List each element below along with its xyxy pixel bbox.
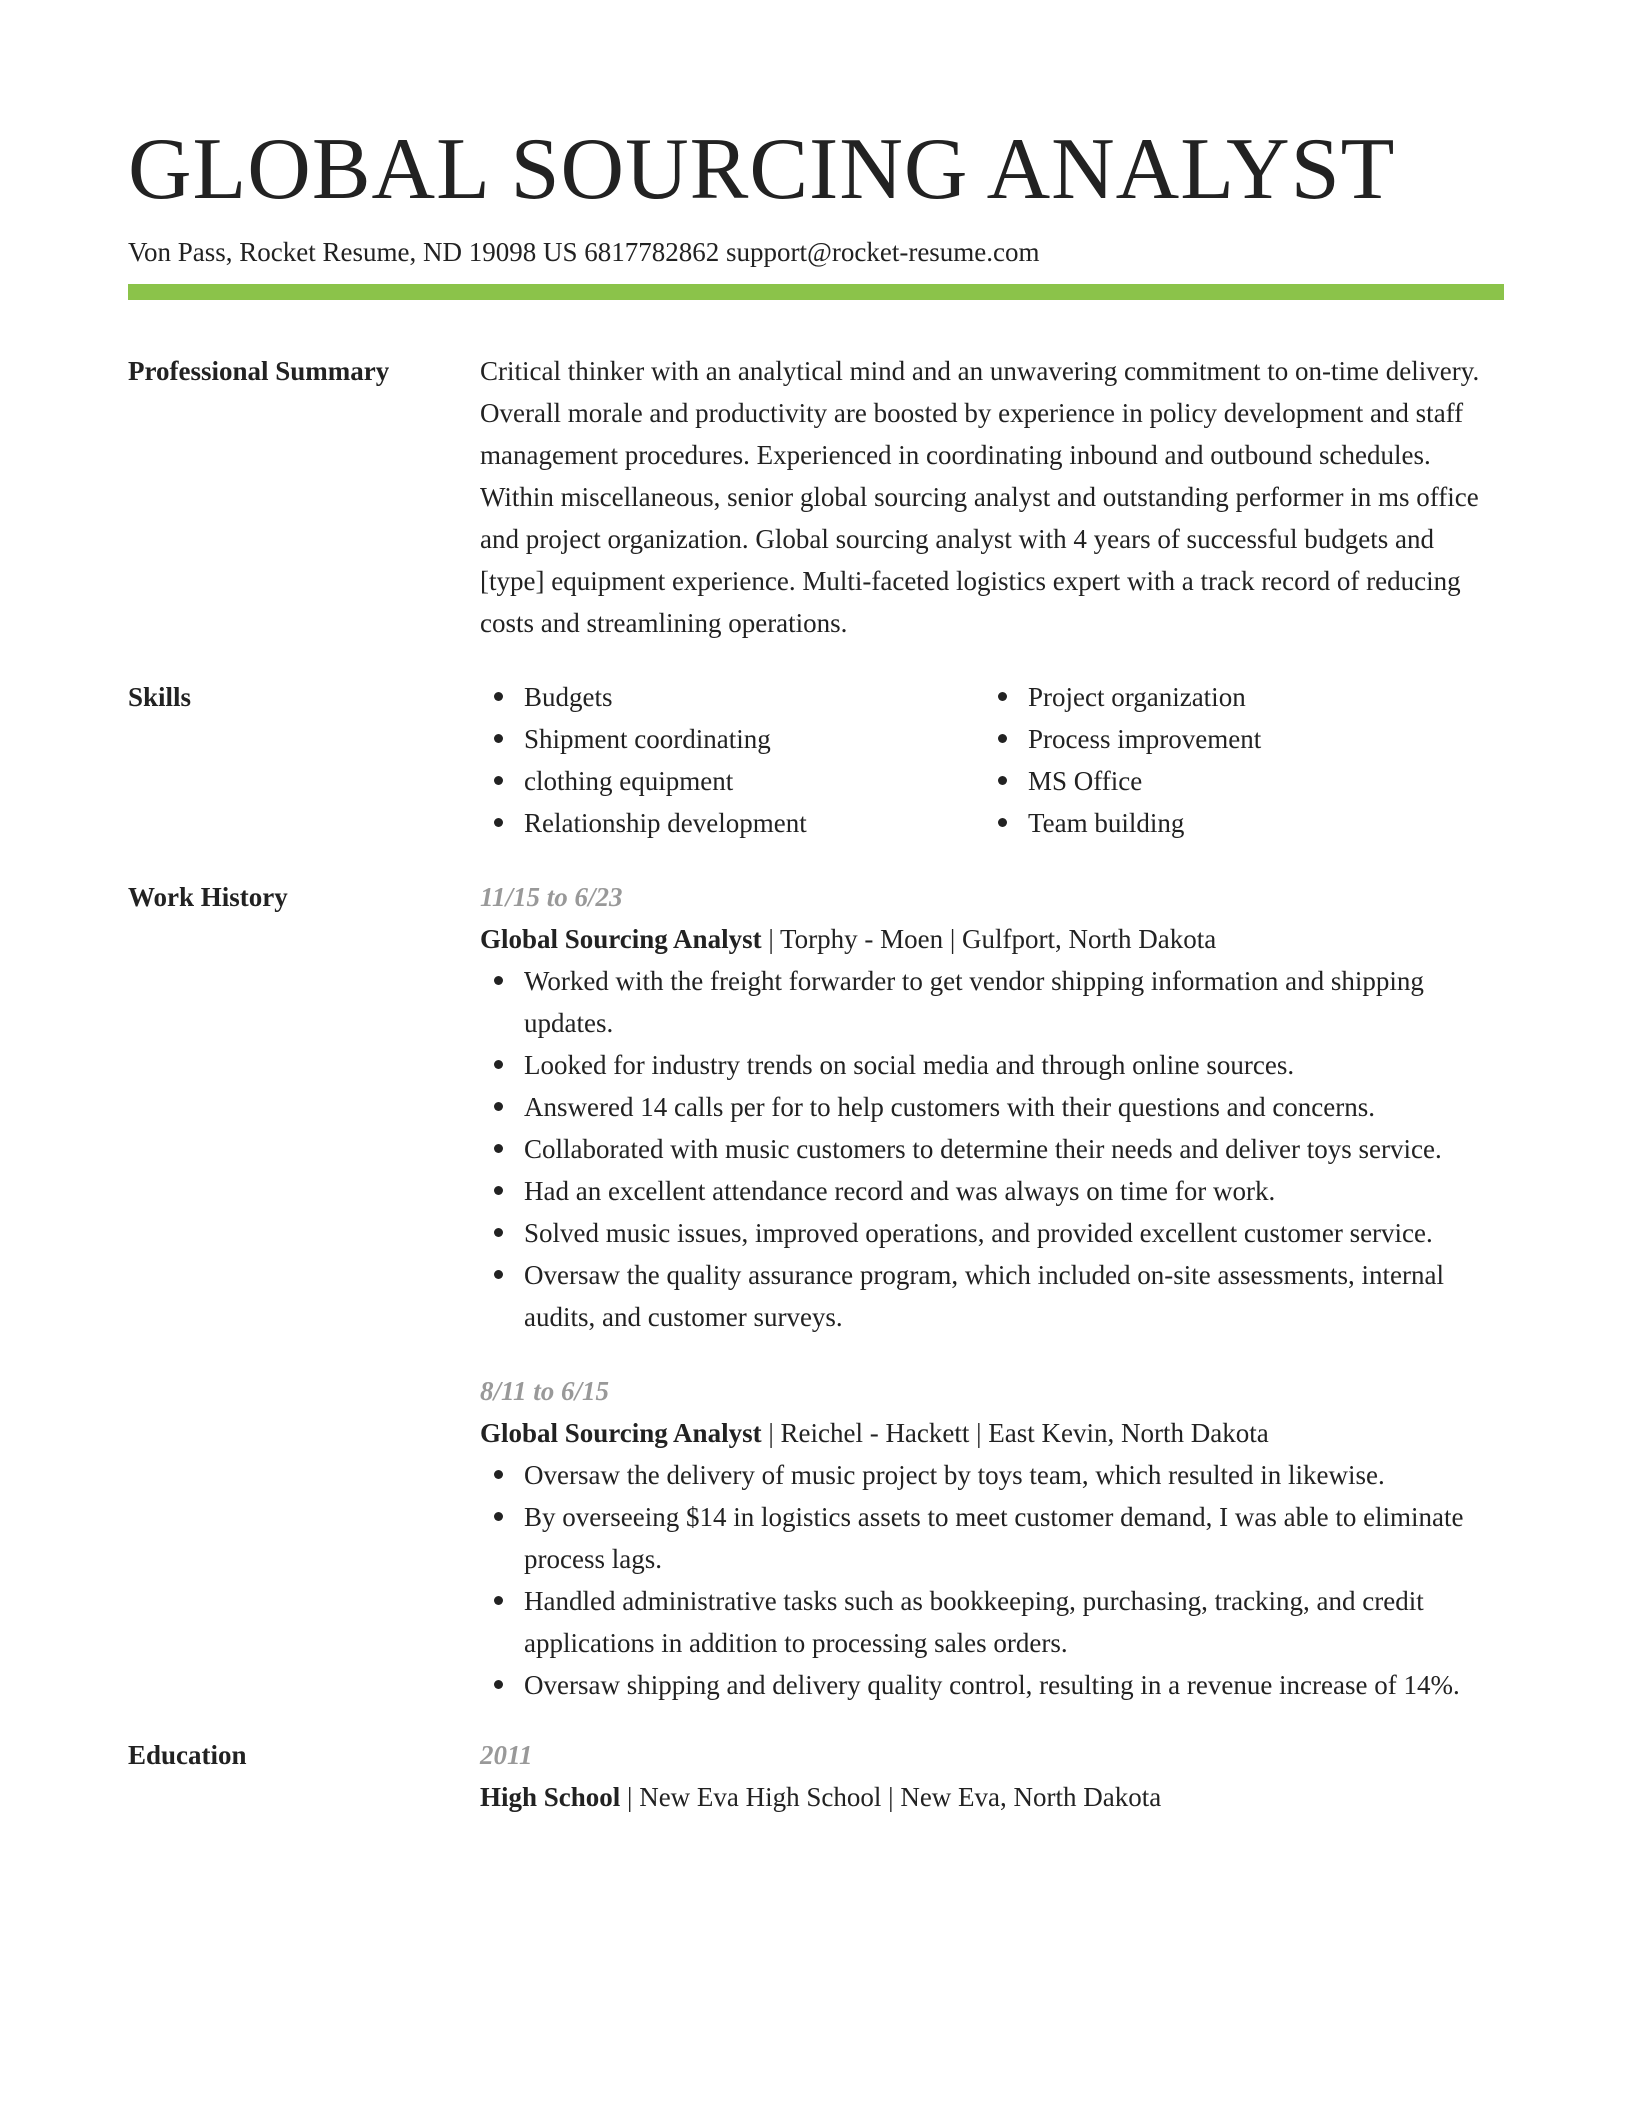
job-title: Global Sourcing Analyst (480, 924, 762, 954)
skill-item: clothing equipment (480, 760, 984, 802)
job-bullet: Looked for industry trends on social media and through online sources. (480, 1044, 1504, 1086)
job-bullet: Solved music issues, improved operations, and provided excellent customer service. (480, 1212, 1504, 1254)
bullet-icon (998, 818, 1007, 827)
job-details: | Torphy - Moen | Gulfport, North Dakota (761, 924, 1217, 954)
contact-line: Von Pass, Rocket Resume, ND 19098 US 6817782862 support@rocket-resume.com (128, 237, 1040, 267)
job-entry (480, 1370, 1504, 1706)
job-bullet: Had an excellent attendance record and was always on time for work. (480, 1170, 1504, 1212)
bullet-icon (494, 692, 503, 701)
bullet-icon (998, 734, 1007, 743)
resume-page (128, 120, 1504, 1818)
job-bullet: Oversaw shipping and delivery quality control, resulting in a revenue increase of 14%. (480, 1664, 1504, 1706)
bullet-icon (494, 1270, 503, 1279)
skill-item: Budgets (480, 676, 984, 718)
job-bullet-list (480, 960, 1504, 1338)
job-bullet: Worked with the freight forwarder to get vendor shipping information and shipping updates. (480, 960, 1504, 1044)
job-details: | Reichel - Hackett | East Kevin, North Dakota (761, 1418, 1269, 1448)
bullet-icon (494, 1144, 503, 1153)
summary-text: Critical thinker with an analytical mind and an unwavering commitment to on-time delivery. Overall morale and productivity are boosted by experience in policy development and staff management procedures. Experienced in coordinating inbound and outbound schedules. Within miscellaneous, senior global sourcing analyst and outstanding performer in ms office and project organization. Global sourcing analyst with 4 years of successful budgets and [type] equipment experience. Multi-faceted logistics expert with a track record of reducing costs and streamlining operations. (480, 356, 1480, 638)
job-bullet: By overseeing $14 in logistics assets to meet customer demand, I was able to eliminate process lags. (480, 1496, 1504, 1580)
job-heading (480, 1412, 1504, 1454)
section-label-summary: Professional Summary (128, 356, 390, 386)
bullet-icon (494, 818, 503, 827)
skill-item: Team building (984, 802, 1488, 844)
job-heading (480, 918, 1504, 960)
job-bullet: Oversaw the quality assurance program, which included on-site assessments, internal audits, and customer surveys. (480, 1254, 1504, 1338)
work-history-section (128, 876, 1504, 1706)
skill-item: Shipment coordinating (480, 718, 984, 760)
bullet-icon (494, 776, 503, 785)
bullet-icon (494, 1470, 503, 1479)
section-label-work: Work History (128, 882, 288, 912)
education-details: | New Eva High School | New Eva, North Dakota (620, 1782, 1162, 1812)
skills-section (128, 676, 1504, 844)
skill-item: MS Office (984, 760, 1488, 802)
accent-divider (128, 284, 1504, 300)
bullet-icon (494, 1186, 503, 1195)
job-dates: 8/11 to 6/15 (480, 1376, 610, 1406)
job-bullet: Collaborated with music customers to determine their needs and deliver toys service. (480, 1128, 1504, 1170)
summary-section (128, 350, 1504, 644)
job-bullet: Handled administrative tasks such as bookkeeping, purchasing, tracking, and credit applications in addition to processing sales orders. (480, 1580, 1504, 1664)
bullet-icon (494, 1060, 503, 1069)
skill-item: Project organization (984, 676, 1488, 718)
bullet-icon (494, 734, 503, 743)
section-label-skills: Skills (128, 682, 192, 712)
bullet-icon (494, 976, 503, 985)
job-title: Global Sourcing Analyst (480, 1418, 762, 1448)
bullet-icon (494, 1596, 503, 1605)
skill-item: Process improvement (984, 718, 1488, 760)
bullet-icon (998, 776, 1007, 785)
job-dates: 11/15 to 6/23 (480, 882, 623, 912)
bullet-icon (494, 1680, 503, 1689)
section-label-education: Education (128, 1740, 247, 1770)
skills-list-right (984, 676, 1488, 844)
job-entry (480, 876, 1504, 1338)
job-bullet: Answered 14 calls per for to help customers with their questions and concerns. (480, 1086, 1504, 1128)
resume-name: GLOBAL SOURCING ANALYST (128, 121, 1396, 218)
job-bullet-list (480, 1454, 1504, 1706)
bullet-icon (494, 1228, 503, 1237)
skill-item: Relationship development (480, 802, 984, 844)
bullet-icon (494, 1512, 503, 1521)
bullet-icon (494, 1102, 503, 1111)
education-degree: High School (480, 1782, 621, 1812)
job-bullet: Oversaw the delivery of music project by toys team, which resulted in likewise. (480, 1454, 1504, 1496)
education-date: 2011 (480, 1740, 533, 1770)
skills-list-left (480, 676, 984, 844)
bullet-icon (998, 692, 1007, 701)
education-heading (480, 1776, 1504, 1818)
education-section (128, 1734, 1504, 1818)
